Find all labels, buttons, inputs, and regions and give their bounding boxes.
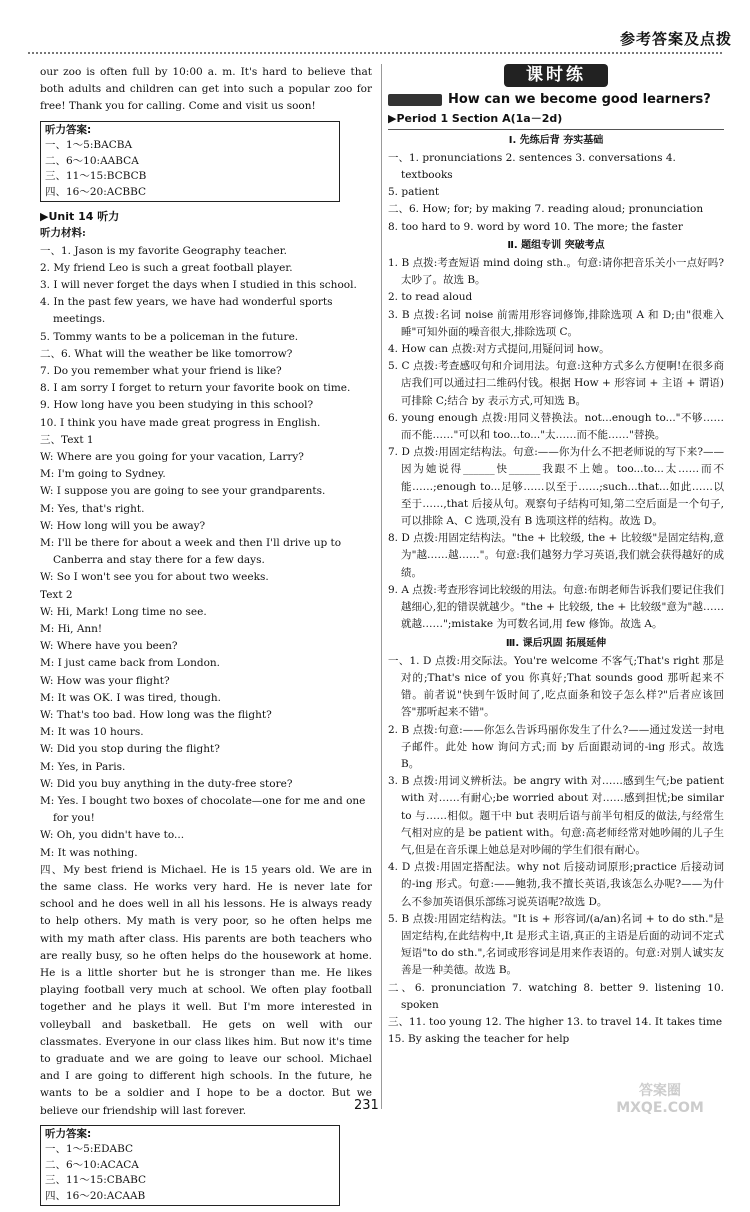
answer-line: 7. D 点拨:用固定结构法。句意:——你为什么不把老师说的写下来?——因为她说得______快______我跟不上她。too...to...太……而不能……;enough to...足够……以至于……;such...that...如此……以至于……,that 后接从句。观察句子结构可知,第二空后面是一个句子,可以排除 A、C 选项,没有 B 选项这样的结构。故选 D。 bbox=[388, 446, 724, 528]
listening-material bbox=[40, 243, 372, 862]
listening-answers-box-2 bbox=[40, 1125, 340, 1207]
material-line: 8. I am sorry I forget to return your favorite book on time. bbox=[40, 382, 351, 395]
part-1-heading: Ⅰ. 先练后背 夯实基础 bbox=[508, 134, 604, 146]
answer-line: 2. B 点拨:句意:——你怎么告诉玛丽你发生了什么?——通过发送一封电子邮件。此处 how 询问方式;而 by 后面跟动词的-ing 形式。故选 B。 bbox=[388, 723, 724, 770]
material-line: M: It was 10 hours. bbox=[40, 726, 144, 739]
part-2-heading: Ⅱ. 题组专训 突破考点 bbox=[507, 239, 605, 251]
material-line: M: It was nothing. bbox=[40, 846, 138, 859]
period-heading: ▶Period 1 Section A(1a－2d) bbox=[388, 110, 724, 129]
header-divider bbox=[28, 52, 722, 54]
answer-line: 一、1. D 点拨:用交际法。You're welcome 不客气;That's right 那是对的;That's nice of you 你真好;That sounds good 那听起来不错。前者说"快到午饭时间了,吃点面条和饺子怎么样?"后者应该回答"那听起来不错"。 bbox=[388, 654, 724, 719]
material-line: M: Yes, that's right. bbox=[40, 502, 145, 515]
material-title: 听力材料: bbox=[40, 227, 86, 240]
material-line: 三、Text 1 bbox=[40, 433, 94, 446]
watermark-logo: 答案圈 MXQE.COM bbox=[616, 1083, 704, 1116]
material-line: 5. Tommy wants to be a policeman in the future. bbox=[40, 330, 299, 343]
answer-line: 二、6～10:ACACA bbox=[45, 1158, 139, 1171]
answer-line: 5. C 点拨:考查感叹句和介词用法。句意:这种方式多么方便啊!在很多商店我们可以通过扫二维码付钱。根据 How + 形容词 + 主语 + 谓语)可排除 C;结合 by 表示方式,可知选 B。 bbox=[388, 360, 724, 407]
unit-title-text: How can we become good learners? bbox=[448, 92, 711, 108]
part-3-heading: Ⅲ. 课后巩固 拓展延伸 bbox=[505, 637, 607, 649]
material-line: 7. Do you remember what your friend is like? bbox=[40, 364, 282, 377]
material-line: M: Yes, in Paris. bbox=[40, 760, 126, 773]
material-line: M: I just came back from London. bbox=[40, 657, 221, 670]
answer-line: 5. B 点拨:用固定结构法。"It is + 形容词/(a/an)名词 + to do sth."是固定结构,在此结构中,It 是形式主语,真正的主语是后面的动词不定式短语"to do sth.",名词或形容词是用来作表语的。句意:对别人诚实友善是一种美德。故选 B。 bbox=[388, 912, 724, 977]
answer-line: 三、11. too young 12. The higher 13. to travel 14. It takes time bbox=[388, 1015, 723, 1028]
answer-line: 15. By asking the teacher for help bbox=[388, 1033, 570, 1046]
unit-14-heading: ▶Unit 14 听力 bbox=[40, 210, 120, 224]
material-line: M: I'm going to Sydney. bbox=[40, 468, 166, 481]
answer-line: 1. B 点拨:考查短语 mind doing sth.。句意:请你把音乐关小一点好吗?太吵了。故选 B。 bbox=[388, 257, 724, 287]
answer-line: 二、6. How; for; by making 7. reading aloud; pronunciation bbox=[388, 203, 704, 216]
material-line: Text 2 bbox=[40, 588, 73, 601]
listening-answers-box-1 bbox=[40, 121, 340, 203]
answer-line: 二、6. pronunciation 7. watching 8. better 9. listening 10. spoken bbox=[388, 981, 724, 1011]
answer-line: 8. D 点拨:用固定结构法。"the + 比较级, the + 比较级"是固定结构,意为"越……越……"。句意:我们越努力学习英语,我们就会获得越好的成绩。 bbox=[388, 532, 724, 579]
section-title bbox=[388, 64, 724, 87]
answer-line: 三、11～15:BCBCB bbox=[45, 170, 147, 183]
answer-line: 一、1. pronunciations 2. sentences 3. conversations 4. textbooks bbox=[388, 151, 676, 182]
material-line: M: It was OK. I was tired, though. bbox=[40, 691, 221, 704]
passage-text: 四、My best friend is Michael. He is 15 years old. We are in the same class. He works very hard. He is never late for school and he does well in all his lessons. He is always ready to help others. My math is very poor, so he often helps me with my math after class. His parents are both teachers who are really busy, so he often helps do the housework at home. He is a little shorter but he is stronger than me. He likes playing football very much at school. We often play football together and he plays it well. But I'm more interested in volleyball and basketball. He gets on well with our classmates. Everyone in our class likes him. But now it's time to graduate and we are going to leave our school. Michael and I are going to different high schools. In the future, he wants to be a soldier and I hope to be a doctor. But we believe our friendship will last forever. bbox=[40, 863, 372, 1117]
left-column bbox=[40, 64, 372, 1212]
material-line: W: How was your flight? bbox=[40, 674, 170, 687]
material-line: W: Did you buy anything in the duty-free store? bbox=[40, 777, 293, 790]
material-line: M: I'll be there for about a week and then I'll drive up to Canberra and stay there for a few days. bbox=[40, 536, 342, 567]
material-line: 4. In the past few years, we have had wonderful sports meetings. bbox=[40, 296, 333, 326]
part-1-answers bbox=[388, 150, 724, 236]
page-number: 231 bbox=[354, 1098, 379, 1113]
unit-badge bbox=[388, 94, 442, 106]
answer-line: 四、16～20:ACBBC bbox=[45, 185, 147, 198]
material-line: W: Hi, Mark! Long time no see. bbox=[40, 605, 207, 618]
answer-line: 3. B 点拨:名词 noise 前需用形容词修饰,排除选项 A 和 D;由"很难入睡"可知外面的噪音很大,排除选项 C。 bbox=[388, 308, 724, 338]
material-line: 2. My friend Leo is such a great football player. bbox=[40, 261, 293, 274]
answer-line: 二、6～10:AABCA bbox=[45, 154, 139, 167]
part-3-answers bbox=[388, 653, 724, 1049]
section-title-label: 课时练 bbox=[504, 64, 608, 87]
answer-line: 三、11～15:CBABC bbox=[45, 1174, 147, 1187]
answer-line: 4. D 点拨:用固定搭配法。why not 后接动词原形;practice 后接动词的-ing 形式。句意:——鲍勃,我不擅长英语,我该怎么办呢?——为什么不参加英语俱乐部练习说英语呢?故选 D。 bbox=[388, 861, 724, 908]
page-header-title: 参考答案及点拨 bbox=[620, 30, 733, 48]
right-column bbox=[388, 64, 724, 1048]
part-2-answers bbox=[388, 255, 724, 633]
material-line: W: I suppose you are going to see your grandparents. bbox=[40, 485, 326, 498]
material-line: W: Oh, you didn't have to... bbox=[40, 829, 185, 842]
answer-line: 四、16～20:ACAAB bbox=[45, 1189, 146, 1202]
answer-line: 4. How can 点拨:对方式提问,用疑问词 how。 bbox=[388, 343, 610, 356]
material-line: 一、1. Jason is my favorite Geography teacher. bbox=[40, 244, 287, 257]
answer-line: 一、1～5:EDABC bbox=[45, 1143, 134, 1156]
intro-text: our zoo is often full by 10:00 a. m. It's hard to believe that both adults and children can get into such a popular zoo for free! Thank you for calling. Come and visit us soon! bbox=[40, 66, 372, 113]
answers-title: 听力答案: bbox=[45, 1127, 92, 1140]
material-line: 9. How long have you been studying in this school? bbox=[40, 399, 314, 412]
material-line: W: So I won't see you for about two weeks. bbox=[40, 571, 269, 584]
material-line: W: That's too bad. How long was the flight? bbox=[40, 709, 272, 721]
answer-line: 8. too hard to 9. word by word 10. The more; the faster bbox=[388, 220, 683, 233]
answer-line: 6. young enough 点拨:用同义替换法。not...enough to..."不够……而不能……"可以和 too...to..."太……而不能……"替换。 bbox=[388, 411, 724, 442]
answer-line: 2. to read aloud bbox=[388, 291, 473, 304]
answer-line: 3. B 点拨:用词义辨析法。be angry with 对……感到生气;be patient with 对……有耐心;be worried about 对……感到担忧;be similar to 与……相似。题干中 but 表明后语与前半句相反的做法,与经常生气相对应的是 be patient with。句意:高老师经常对她吵闹的儿子生气,但是在音乐课上她总是对吵闹的学生们很有耐心。 bbox=[388, 775, 724, 856]
material-line: 10. I think you have made great progress in English. bbox=[40, 416, 321, 429]
material-line: W: How long will you be away? bbox=[40, 519, 206, 532]
answer-line: 9. A 点拨:考查形容词比较级的用法。句意:布朗老师告诉我们要记住我们越细心,犯的错误就越少。"the + 比较级, the + 比较级"意为"越……就越……";mistake 为可数名词,用 few 修饰。故选 A。 bbox=[388, 583, 724, 631]
material-line: W: Where have you been? bbox=[40, 640, 178, 653]
material-line: 二、6. What will the weather be like tomorrow? bbox=[40, 347, 293, 360]
material-line: M: Yes. I bought two boxes of chocolate—one for me and one for you! bbox=[40, 795, 366, 825]
answer-line: 一、1～5:BACBA bbox=[45, 139, 133, 152]
material-line: W: Where are you going for your vacation, Larry? bbox=[40, 450, 304, 463]
answer-line: 5. patient bbox=[388, 186, 440, 199]
material-line: 3. I will never forget the days when I studied in this school. bbox=[40, 278, 357, 291]
unit-title bbox=[388, 91, 724, 108]
column-divider bbox=[381, 64, 382, 1109]
material-line: W: Did you stop during the flight? bbox=[40, 743, 220, 756]
answers-title: 听力答案: bbox=[45, 123, 92, 136]
material-line: M: Hi, Ann! bbox=[40, 622, 103, 635]
